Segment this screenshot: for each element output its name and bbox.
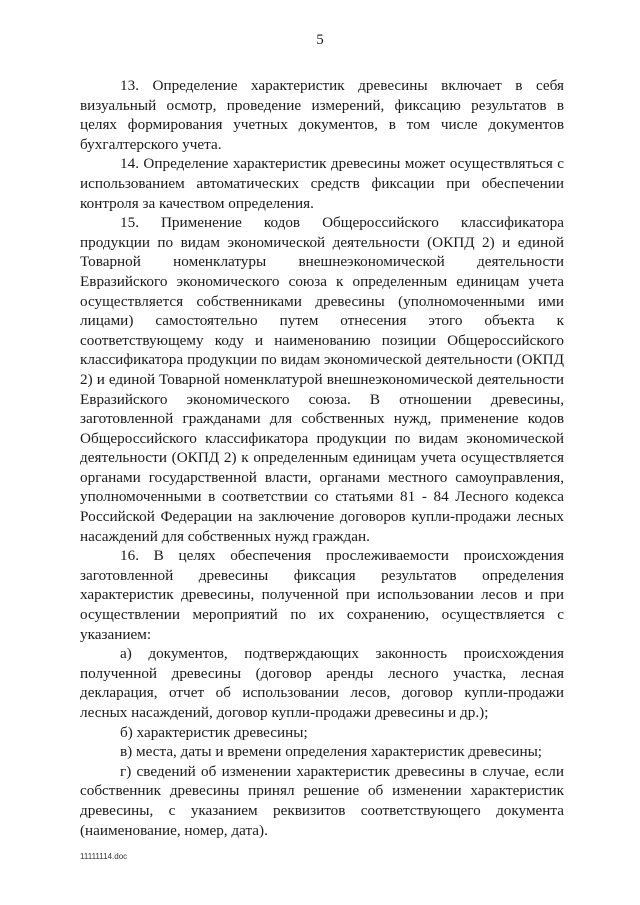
list-item-v: в) места, даты и времени определения характеристик древесины; — [120, 743, 542, 761]
paragraph-15: 15. Применение кодов Общероссийского классификатора продукции по видам экономической деятельности (ОКПД 2) и единой Товарной номенклатуры внешнеэкономической деятельности Евразийского экономического союза к определенным единицам учета осуществляется собственниками древесины (уполномоченными ими лицами) самостоятельно путем отнесения этого объекта к соответствующему коду и наименованию позиции Общероссийского классификатора продукции по видам экономической деятельности (ОКПД 2) и единой Товарной номенклатурой внешнеэкономической деятельности Евразийского экономического союза. В отношении древесины, заготовленной гражданами для собственных нужд, применение кодов Общероссийского классификатора продукции по видам экономической деятельности (ОКПД 2) к определенным единицам учета осуществляется органами государственной власти, органами местного самоуправления, уполномоченными в соответствии со статьями 81 - 84 Лесного кодекса Российской Федерации на заключение договоров купли-продажи лесных насаждений для собственных нужд граждан. — [80, 214, 564, 545]
footer-file-code: 11111114.doc — [80, 852, 128, 861]
paragraph-14: 14. Определение характеристик древесины может осуществляться с использованием автоматических средств фиксации при обеспечении контроля за качеством определения. — [80, 155, 564, 212]
list-item-b: б) характеристик древесины; — [120, 723, 308, 741]
list-item-a: а) документов, подтверждающих законность происхождения полученной древесины (договор аренды лесного участка, лесная декларация, отчет об использовании лесов, договор купли-продажи лесных насаждений, договор купли-продажи древесины и др.); — [80, 645, 564, 721]
document-body — [80, 76, 564, 840]
page-number: 5 — [316, 32, 324, 48]
list-item-g: г) сведений об изменении характеристик древесины в случае, если собственник древесины принял решение об изменении характеристик древесины, с указанием реквизитов соответствующего документа (наименование, номер, дата). — [80, 762, 564, 839]
paragraph-16: 16. В целях обеспечения прослеживаемости происхождения заготовленной древесины фиксация результатов определения характеристик древесины, полученной при использовании лесов и при осуществлении мероприятий по их сохранению, осуществляется с указанием: — [80, 547, 564, 643]
paragraph-13: 13. Определение характеристик древесины включает в себя визуальный осмотр, проведение измерений, фиксацию результатов в целях формирования учетных документов, в том числе документов бухгалтерского учета. — [80, 77, 564, 153]
